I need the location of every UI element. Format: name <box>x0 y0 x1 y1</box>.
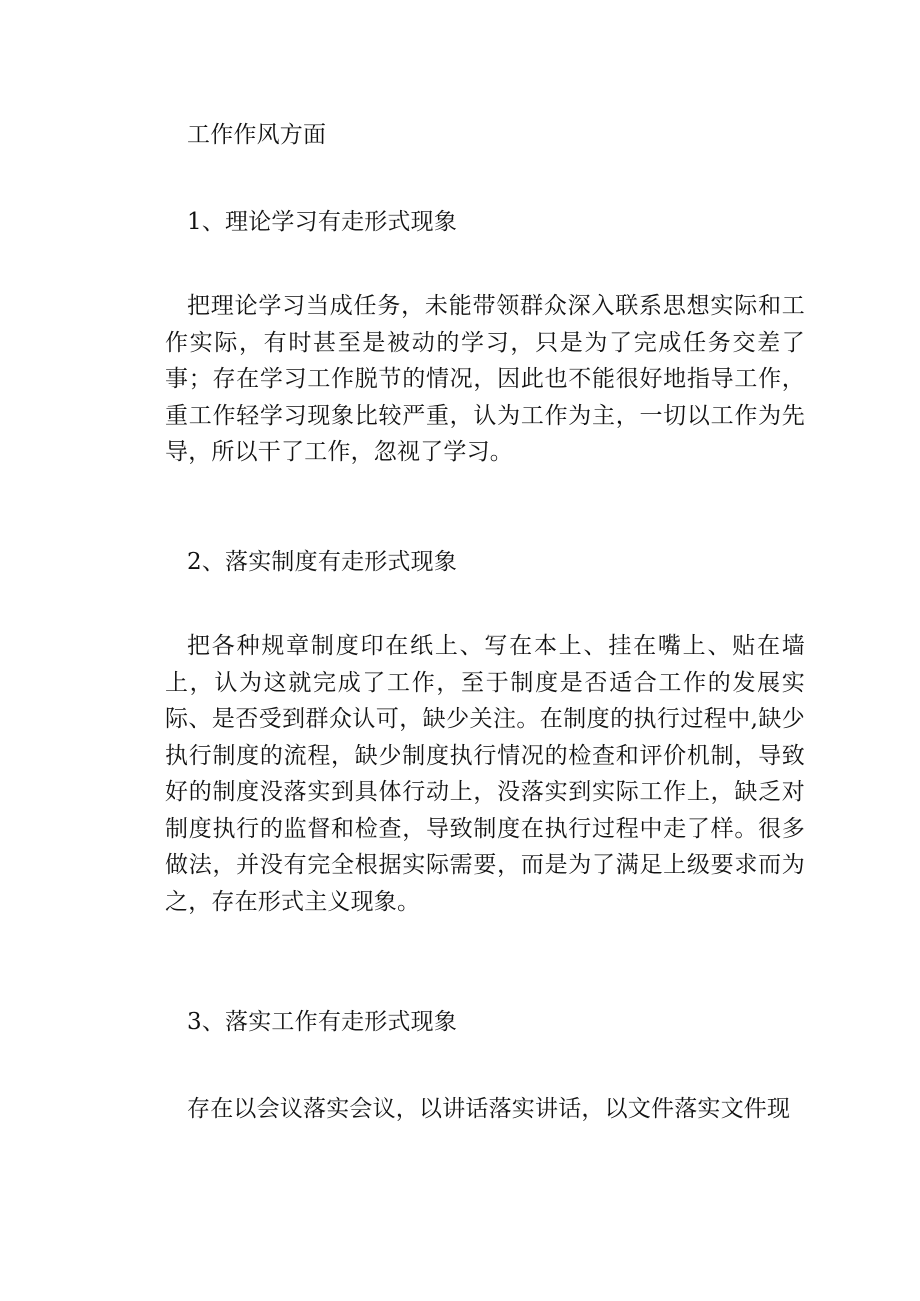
item-3-paragraph: 存在以会议落实会议，以讲话落实讲话，以文件落实文件现 <box>187 1096 791 1122</box>
section-title: 工作作风方面 <box>187 122 327 148</box>
item-1-paragraph: 把理论学习当成任务，未能带领群众深入联系思想实际和工作实际，有时甚至是被动的学习，只是为了完成任务交差了事；存在学习工作脱节的情况，因此也不能很好地指导工作，重工作轻学习现象比较严重，认为工作为主，一切以工作为先导，所以干了工作，忽视了学习。 <box>165 293 805 465</box>
item-3-heading: 3、落实工作有走形式现象 <box>187 1009 458 1035</box>
item-2-paragraph: 把各种规章制度印在纸上、写在本上、挂在嘴上、贴在墙上，认为这就完成了工作，至于制度是否适合工作的发展实际、是否受到群众认可，缺少关注。在制度的执行过程中,缺少执行制度的流程，缺少制度执行情况的检查和评价机制，导致好的制度没落实到具体行动上，没落实到实际工作上，缺乏对制度执行的监督和检查，导致制度在执行过程中走了样。很多做法，并没有完全根据实际需要，而是为了满足上级要求而为之，存在形式主义现象。 <box>165 633 805 915</box>
item-2-heading: 2、落实制度有走形式现象 <box>187 549 458 575</box>
item-1-heading: 1、理论学习有走形式现象 <box>187 209 458 235</box>
